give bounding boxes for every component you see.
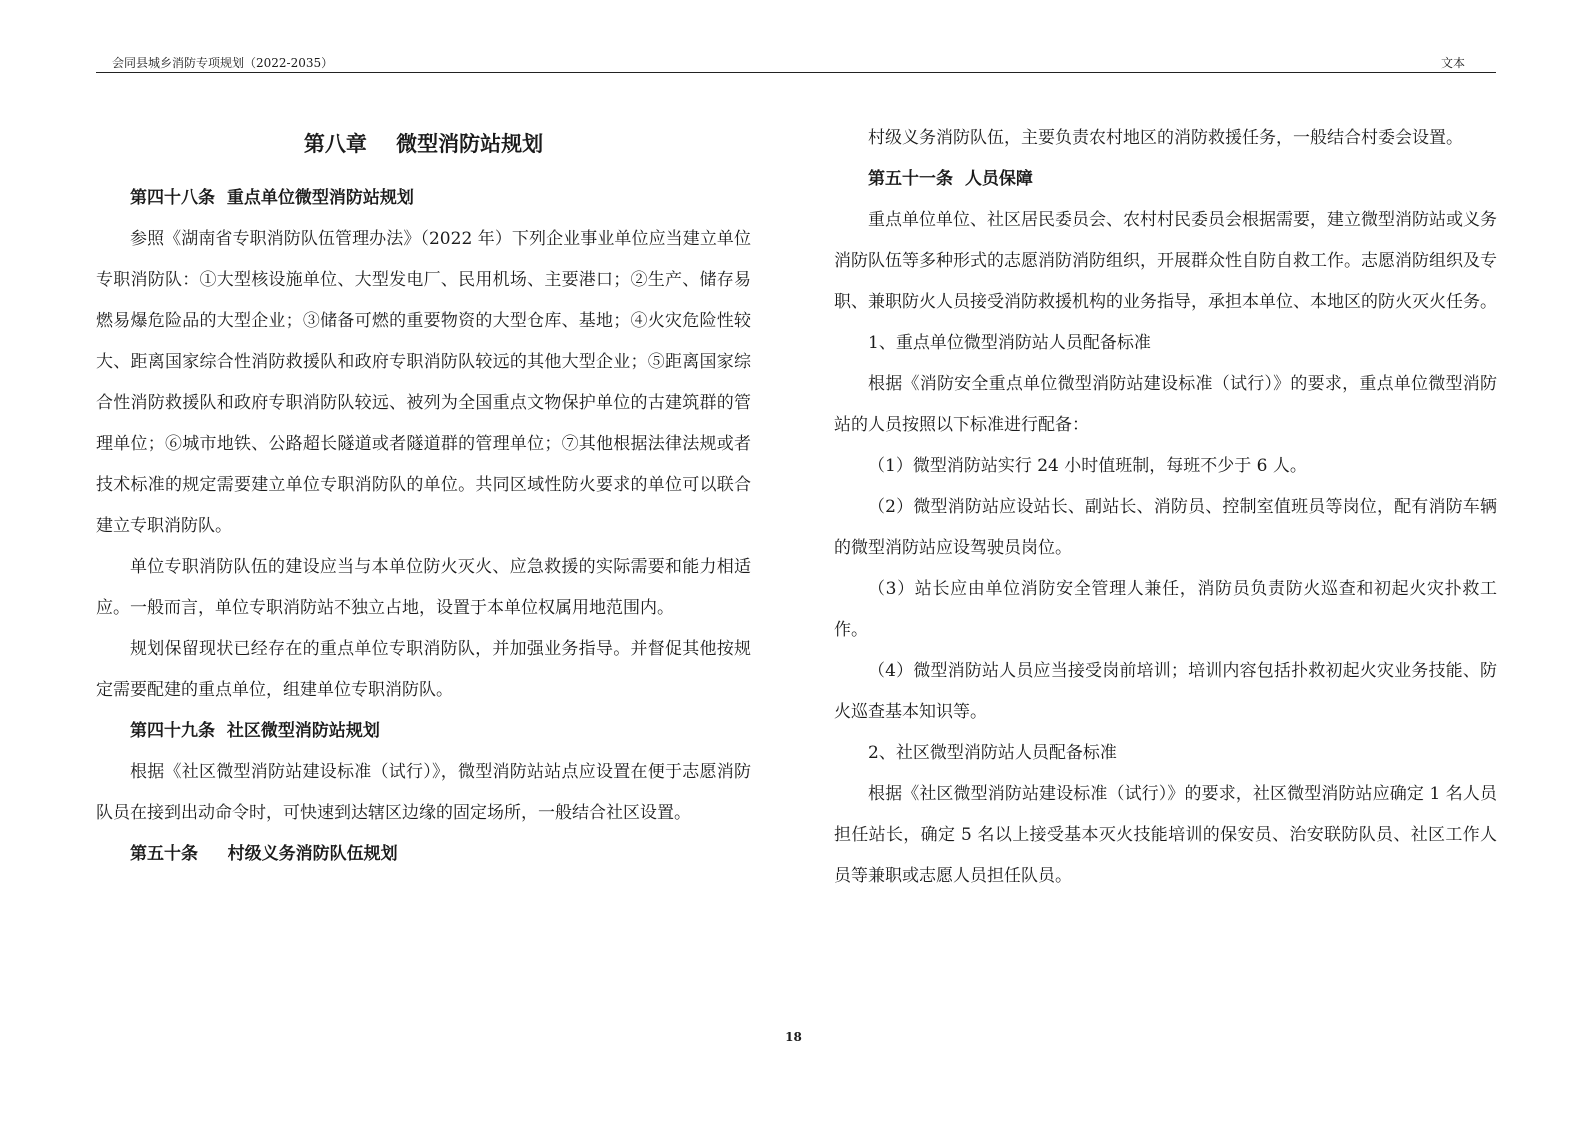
list-item-1: （1）微型消防站实行 24 小时值班制，每班不少于 6 人。 bbox=[868, 456, 1307, 476]
subsection-1-title: 1、重点单位微型消防站人员配备标准 bbox=[868, 333, 1151, 353]
header-document-title: 会同县城乡消防专项规划（2022-2035） bbox=[112, 56, 334, 70]
list-item-3: （3）站长应由单位消防安全管理人兼任，消防员负责防火巡查和初起火灾扑救工作。 bbox=[834, 579, 1497, 640]
chapter-title: 第八章 微型消防站规划 bbox=[303, 132, 544, 156]
page-number: 18 bbox=[785, 1030, 802, 1044]
article-48-paragraph-2: 单位专职消防队伍的建设应当与本单位防火灭火、应急救援的实际需要和能力相适应。一般而言，单位专职消防站不独立占地，设置于本单位权属用地范围内。 bbox=[96, 557, 751, 618]
subsection-2-paragraph: 根据《社区微型消防站建设标准（试行）》的要求，社区微型消防站应确定 1 名人员担任站长，确定 5 名以上接受基本灭火技能培训的保安员、治安联防队员、社区工作人员等兼职或志愿人员担任队员。 bbox=[834, 784, 1497, 886]
article-48-paragraph-3: 规划保留现状已经存在的重点单位专职消防队，并加强业务指导。并督促其他按规定需要配建的重点单位，组建单位专职消防队。 bbox=[96, 639, 751, 700]
article-50-heading: 第五十条 村级义务消防队伍规划 bbox=[130, 844, 398, 864]
right-column bbox=[834, 118, 1497, 897]
article-49-paragraph-1: 根据《社区微型消防站建设标准（试行）》，微型消防站站点应设置在便于志愿消防队员在接到出动命令时，可快速到达辖区边缘的固定场所，一般结合社区设置。 bbox=[96, 762, 751, 823]
header-section-label: 文本 bbox=[1440, 56, 1465, 70]
list-item-4: （4）微型消防站人员应当接受岗前培训；培训内容包括扑救初起火灾业务技能、防火巡查基本知识等。 bbox=[834, 661, 1497, 722]
left-column bbox=[96, 118, 751, 875]
article-48-paragraph-1: 参照《湖南省专职消防队伍管理办法》（2022 年）下列企业事业单位应当建立单位专职消防队：①大型核设施单位、大型发电厂、民用机场、主要港口；②生产、储存易燃易爆危险品的大型企业；③储备可燃的重要物资的大型仓库、基地；④火灾危险性较大、距离国家综合性消防救援队和政府专职消防队较远的其他大型企业；⑤距离国家综合性消防救援队和政府专职消防队较远、被列为全国重点文物保护单位的古建筑群的管理单位；⑥城市地铁、公路超长隧道或者隧道群的管理单位；⑦其他根据法律法规或者技术标准的规定需要建立单位专职消防队的单位。共同区域性防火要求的单位可以联合建立专职消防队。 bbox=[96, 229, 751, 536]
subsection-2-title: 2、社区微型消防站人员配备标准 bbox=[868, 743, 1117, 763]
article-50-paragraph-1: 村级义务消防队伍，主要负责农村地区的消防救援任务，一般结合村委会设置。 bbox=[868, 128, 1463, 148]
article-51-paragraph-1: 重点单位单位、社区居民委员会、农村村民委员会根据需要，建立微型消防站或义务消防队伍等多种形式的志愿消防消防组织，开展群众性自防自救工作。志愿消防组织及专职、兼职防火人员接受消防救援机构的业务指导，承担本单位、本地区的防火灭火任务。 bbox=[834, 210, 1497, 312]
article-48-heading: 第四十八条 重点单位微型消防站规划 bbox=[130, 188, 414, 208]
article-51-heading: 第五十一条 人员保障 bbox=[868, 169, 1033, 189]
subsection-1-paragraph: 根据《消防安全重点单位微型消防站建设标准（试行）》的要求，重点单位微型消防站的人员按照以下标准进行配备： bbox=[834, 374, 1497, 435]
article-49-heading: 第四十九条 社区微型消防站规划 bbox=[130, 721, 380, 741]
list-item-2: （2）微型消防站应设站长、副站长、消防员、控制室值班员等岗位，配有消防车辆的微型消防站应设驾驶员岗位。 bbox=[834, 497, 1497, 558]
header-divider bbox=[96, 72, 1496, 73]
